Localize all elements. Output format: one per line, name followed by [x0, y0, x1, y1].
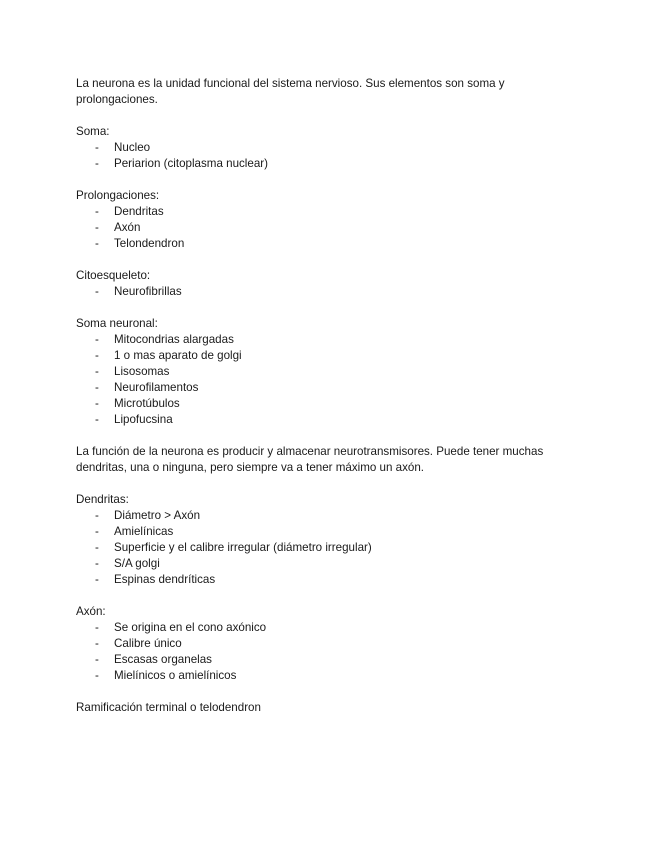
section-soma — [76, 124, 576, 172]
dash-marker: - — [95, 669, 99, 682]
document-body — [76, 76, 576, 732]
list-item — [76, 284, 576, 300]
list-item — [76, 364, 576, 380]
list-item — [76, 140, 576, 156]
dash-marker: - — [95, 205, 99, 218]
list-item-text: Lipofucsina — [114, 413, 173, 426]
dash-marker: - — [95, 525, 99, 538]
list-item — [76, 380, 576, 396]
list-item-text: Lisosomas — [114, 365, 170, 378]
closing-line: Ramificación terminal o telodendron — [76, 701, 261, 714]
list-item — [76, 668, 576, 684]
list-item — [76, 156, 576, 172]
section-prolongaciones — [76, 188, 576, 252]
list-item — [76, 396, 576, 412]
section-heading: Soma neuronal: — [76, 317, 158, 330]
list-item — [76, 348, 576, 364]
list-item — [76, 556, 576, 572]
dash-marker: - — [95, 397, 99, 410]
list-item-text: Dendritas — [114, 205, 164, 218]
list-item-text: Mitocondrias alargadas — [114, 333, 234, 346]
function-paragraph: La función de la neurona es producir y almacenar neurotransmisores. Puede tener muchas dendritas, una o ninguna, pero siempre va a tener máximo un axón. — [76, 445, 544, 474]
bullet-list — [76, 140, 576, 172]
list-item-text: Se origina en el cono axónico — [114, 621, 267, 634]
list-item — [76, 236, 576, 252]
bullet-list — [76, 620, 576, 684]
dash-marker: - — [95, 381, 99, 394]
dash-marker: - — [95, 285, 99, 298]
list-item-text: Escasas organelas — [114, 653, 212, 666]
dash-marker: - — [95, 413, 99, 426]
section-heading: Soma: — [76, 125, 110, 138]
list-item — [76, 652, 576, 668]
bullet-list — [76, 508, 576, 588]
list-item — [76, 508, 576, 524]
section-heading: Axón: — [76, 605, 106, 618]
dash-marker: - — [95, 349, 99, 362]
list-item-text: 1 o mas aparato de golgi — [114, 349, 242, 362]
bullet-list — [76, 332, 576, 428]
list-item — [76, 412, 576, 428]
dash-marker: - — [95, 221, 99, 234]
list-item-text: Nucleo — [114, 141, 151, 154]
intro-paragraph: La neurona es la unidad funcional del sistema nervioso. Sus elementos son soma y prolongaciones. — [76, 77, 505, 106]
dash-marker: - — [95, 237, 99, 250]
list-item — [76, 572, 576, 588]
dash-marker: - — [95, 637, 99, 650]
section-soma-neuronal — [76, 316, 576, 428]
section-heading: Prolongaciones: — [76, 189, 160, 202]
list-item-text: Neurofibrillas — [114, 285, 182, 298]
list-item — [76, 332, 576, 348]
list-item-text: Mielínicos o amielínicos — [114, 669, 237, 682]
dash-marker: - — [95, 573, 99, 586]
list-item-text: Espinas dendríticas — [114, 573, 216, 586]
list-item-text: Axón — [114, 221, 141, 234]
list-item — [76, 204, 576, 220]
dash-marker: - — [95, 509, 99, 522]
list-item — [76, 540, 576, 556]
list-item-text: Superficie y el calibre irregular (diámetro irregular) — [114, 541, 372, 554]
dash-marker: - — [95, 653, 99, 666]
list-item-text: Neurofilamentos — [114, 381, 199, 394]
list-item — [76, 636, 576, 652]
dash-marker: - — [95, 141, 99, 154]
bullet-list — [76, 284, 576, 300]
dash-marker: - — [95, 365, 99, 378]
section-heading: Dendritas: — [76, 493, 129, 506]
list-item-text: Diámetro > Axón — [114, 509, 201, 522]
list-item — [76, 524, 576, 540]
list-item — [76, 220, 576, 236]
list-item-text: S/A golgi — [114, 557, 160, 570]
list-item-text: Calibre único — [114, 637, 182, 650]
dash-marker: - — [95, 333, 99, 346]
bullet-list — [76, 204, 576, 252]
section-heading: Citoesqueleto: — [76, 269, 151, 282]
dash-marker: - — [95, 557, 99, 570]
dash-marker: - — [95, 621, 99, 634]
list-item-text: Microtúbulos — [114, 397, 180, 410]
list-item — [76, 620, 576, 636]
dash-marker: - — [95, 541, 99, 554]
list-item-text: Telondendron — [114, 237, 185, 250]
section-citoesqueleto — [76, 268, 576, 300]
dash-marker: - — [95, 157, 99, 170]
list-item-text: Amielínicas — [114, 525, 174, 538]
section-axon — [76, 604, 576, 684]
section-dendritas — [76, 492, 576, 588]
list-item-text: Periarion (citoplasma nuclear) — [114, 157, 269, 170]
